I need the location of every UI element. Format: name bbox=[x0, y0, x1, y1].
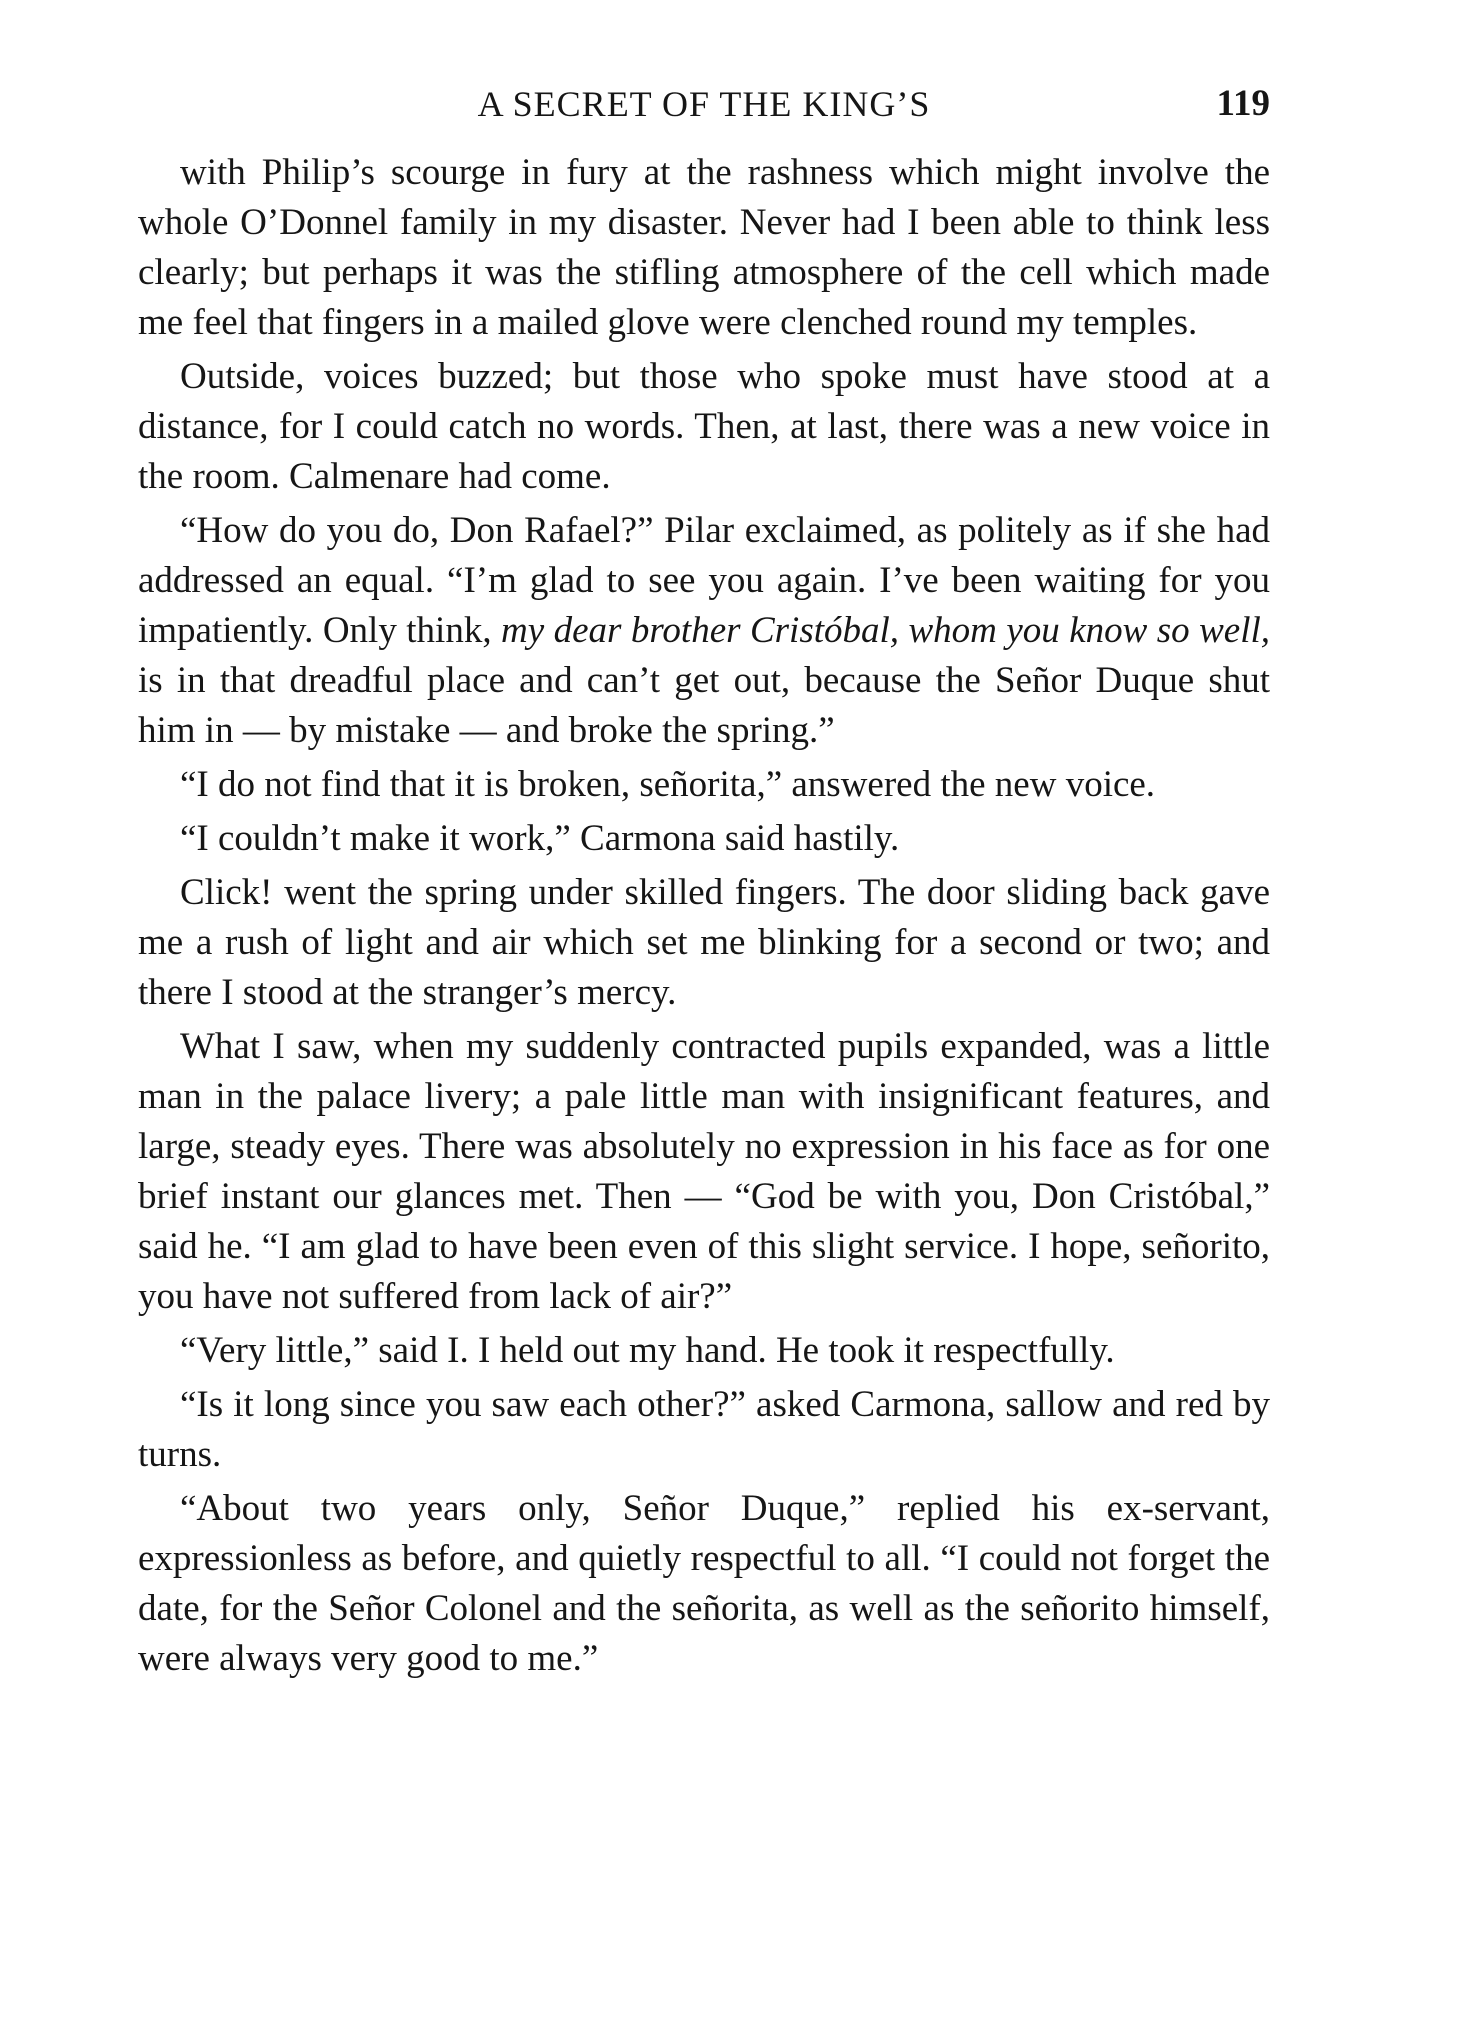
paragraph-6: Click! went the spring under skilled fingers. The door sliding back gave me a rush of light and air which set me blinking for a second or two; and there I stood at the stranger’s mercy. bbox=[138, 872, 1270, 1013]
paragraph-7: What I saw, when my suddenly contracted pupils expanded, was a little man in the palace livery; a pale little man with insignificant features, and large, steady eyes. There was absolutely no expression in his face as for one brief instant our glances met. Then — “God be with you, Don Cristóbal,” said he. “I am glad to have been even of this slight service. I hope, señorito, you have not suffered from lack of air?” bbox=[138, 1026, 1270, 1317]
paragraph-3 bbox=[138, 506, 1270, 756]
running-head: A SECRET OF THE KING’S bbox=[477, 84, 931, 124]
paragraph-8: “Very little,” said I. I held out my hand. He took it respectfully. bbox=[180, 1330, 1115, 1371]
paragraph-9: “Is it long since you saw each other?” asked Carmona, sallow and red by turns. bbox=[138, 1384, 1270, 1475]
paragraph-1: with Philip’s scourge in fury at the rashness which might involve the whole O’Donnel family in my disaster. Never had I been able to think less clearly; but perhaps it was the stifling atmosphere of the cell which made me feel that fingers in a mailed glove were clenched round my temples. bbox=[138, 152, 1270, 343]
paragraph-3-end: is in that dreadful place and can’t get out, because the Señor Duque shut him in — by mistake — and broke the spring.” bbox=[138, 660, 1270, 751]
paragraph-3-start: “How do you do, Don Rafael?” Pilar exclaimed, as politely as if she had addressed an equal. “I’m glad to see you again. I’ve been waiting for you impatiently. Only think, bbox=[138, 510, 1270, 651]
paragraph-10: “About two years only, Señor Duque,” replied his ex-servant, expressionless as before, and quietly respectful to all. “I could not forget the date, for the Señor Colonel and the señorita, as well as the señorito himself, were always very good to me.” bbox=[138, 1488, 1270, 1679]
paragraph-3-italic: my dear brother Cristóbal, whom you know so well, bbox=[501, 610, 1270, 651]
paragraph-2: Outside, voices buzzed; but those who spoke must have stood at a distance, for I could catch no words. Then, at last, there was a new voice in the room. Calmenare had come. bbox=[138, 356, 1270, 497]
page-header bbox=[138, 78, 1270, 130]
page-number: 119 bbox=[1216, 83, 1270, 124]
body-text bbox=[138, 148, 1270, 1684]
paragraph-5: “I couldn’t make it work,” Carmona said hastily. bbox=[180, 818, 900, 859]
paragraph-4: “I do not find that it is broken, señorita,” answered the new voice. bbox=[180, 764, 1156, 805]
